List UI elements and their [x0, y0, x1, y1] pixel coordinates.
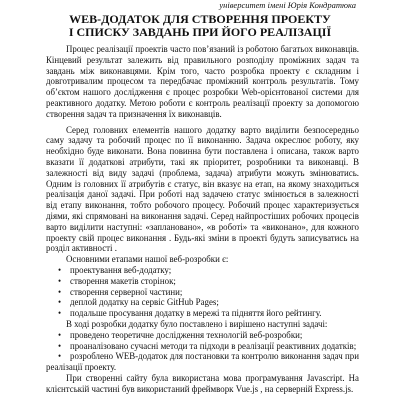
- list-item: [46, 341, 359, 352]
- bullet-icon: •: [58, 329, 62, 340]
- list-item: [46, 308, 359, 319]
- paragraph-technologies: При створенні сайту була використана мова програмування Javascript. На клієнтській частині був використаний фреймворк Vue.js , на серверній Express.js.: [46, 372, 359, 394]
- list-item-text: проаналізовано сучасні методи та підходи в реалізації реактивних додатків;: [70, 340, 357, 351]
- list-item-text: створення макетів сторінок;: [70, 275, 176, 286]
- list-item: [46, 287, 359, 298]
- stages-list: [46, 265, 359, 319]
- paragraph-tasks-intro: В ході розробки додатку було поставлено і вирішено наступні задачі:: [66, 318, 328, 329]
- bullet-icon: •: [58, 308, 62, 319]
- bullet-icon: •: [58, 351, 62, 362]
- list-item: [46, 265, 359, 276]
- bullet-icon: •: [58, 264, 62, 275]
- list-item-text: деплой додатку на сервіс GitHub Pages;: [70, 297, 219, 308]
- paragraph-elements: Серед головних елементів нашого додатку варто виділити безпосередньо саму задачу та робочий процес по її виконанню. Задача окреслює роботу, яку необхідно буде виконати. Вона повинна бути поставлена і описана, також варто вказати її додаткові атрибути, такі як пріоритет, розробники та виконавці. В залежності від виду задачі (проблема, задача) атрибути можуть змінюватись. Одним із головних її атрибутів є статус, він вказує на етап, на якому знаходиться реалізація даної задачі. При роботі над задачею статус змінюється в залежності від етапу виконання, тобто робочого процесу. Робочий процес характеризується діями, які спрямовані на виконання задачі. Серед найпростіших робочих процесів варто виділити наступні: «заплановано», «в роботі» та «виконано», для кожного проекту свій процес виконання . Будь-які зміни в проекті будуть записуватись на розділ активності .: [46, 124, 359, 254]
- list-item: [46, 297, 359, 308]
- author-affiliation: університет імені Юрія Кондратюка: [219, 0, 356, 10]
- list-item-text: проектування веб-додатку;: [70, 264, 172, 275]
- bullet-icon: •: [58, 297, 62, 308]
- bullet-icon: •: [58, 286, 62, 297]
- bullet-icon: •: [58, 340, 62, 351]
- list-item-text: розроблено WEB-додаток для постановки та контролю виконання задач при реалізації проекту.: [46, 351, 359, 373]
- paragraph-stages-intro: Основними етапами нашої веб-розробки є:: [66, 254, 229, 265]
- tasks-list: [46, 330, 359, 373]
- title-line-1: WEB-ДОДАТОК ДЛЯ СТВОРЕННЯ ПРОЕКТУ: [69, 12, 331, 26]
- bullet-icon: •: [58, 275, 62, 286]
- list-item: [46, 276, 359, 287]
- document-body: [46, 44, 359, 395]
- paragraph-intro: Процес реалізації проектів часто пов’язаний із роботою багатьох виконавців. Кінцевий результат залежить від правильного розподілу проміжних задач та завдань між виконавцями. Крім того, часто розробка проекту є складним і довготривалим процесом та передбачає проміжний контроль результатів. Тому об’єктом нашого дослідження є процес розробки Web-орієнтованої системи для реактивного додатку. Метою роботи є контроль реалізації проекту за допомогою створення задач та призначення їх виконавців.: [46, 44, 359, 119]
- list-item-text: подальше просування додатку в мережі та підняття його рейтингу.: [70, 308, 322, 319]
- title-line-2: І СПИСКУ ЗАВДАНЬ ПРИ ЙОГО РЕАЛІЗАЦІЇ: [68, 25, 332, 39]
- list-item: [46, 351, 359, 373]
- list-item-text: проведено теоретичне дослідження технологій веб-розробки;: [70, 329, 303, 340]
- list-item-text: створення серверної частини;: [70, 286, 183, 297]
- list-item: [46, 330, 359, 341]
